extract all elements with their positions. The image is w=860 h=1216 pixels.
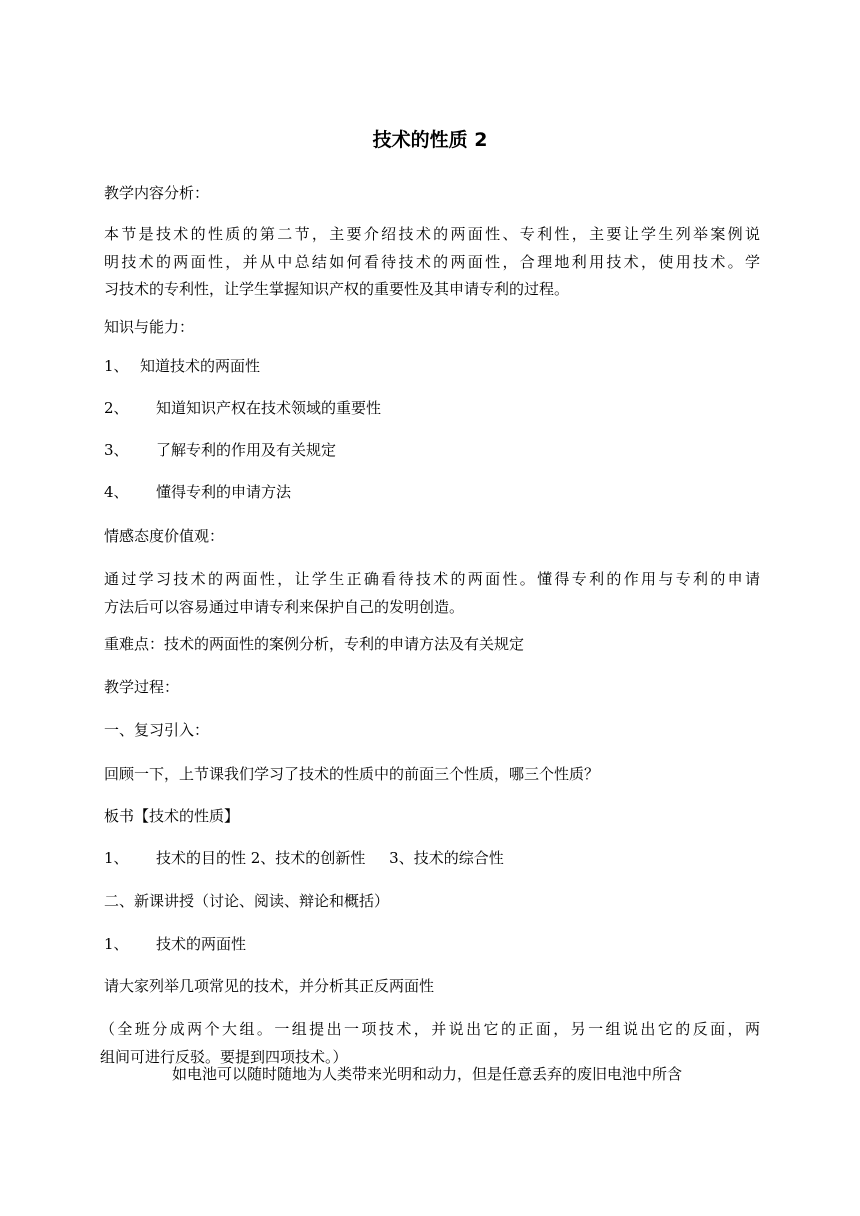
knowledge-item-number: 2、 (104, 399, 129, 417)
review-text: 回顾一下，上节课我们学习了技术的性质中的前面三个性质，哪三个性质？ (104, 765, 600, 783)
activity-line: （全班分成两个大组。一组提出一项技术，并说出它的正面，另一组说出它的反面，两 (100, 1020, 760, 1038)
knowledge-item-text: 知道知识产权在技术领域的重要性 (156, 399, 382, 417)
emotion-paragraph (104, 566, 760, 621)
knowledge-item (104, 437, 760, 464)
prompt-text: 请大家列举几项常见的技术，并分析其正反两面性 (104, 977, 435, 995)
intro-line: 习技术的专利性，让学生掌握知识产权的重要性及其申请专利的过程。 (104, 280, 570, 298)
knowledge-item-text: 懂得专利的申请方法 (156, 483, 292, 501)
sub-item-text: 技术的两面性 (156, 935, 247, 953)
properties-line-number: 1、 (104, 849, 129, 867)
activity-line: 组间可进行反驳。要提到四项技术。） (100, 1047, 348, 1066)
teaching-content-heading: 教学内容分析： (104, 184, 210, 202)
properties-line (104, 845, 760, 872)
properties-line-text: 技术的目的性 2、技术的创新性 3、技术的综合性 (156, 849, 504, 867)
knowledge-item (104, 479, 760, 506)
knowledge-item (104, 353, 760, 380)
intro-line: 明技术的两面性，并从中总结如何看待技术的两面性，合理地利用技术，使用技术。学 (104, 252, 760, 271)
intro-paragraph (104, 221, 760, 304)
document-title: 技术的性质 2 (372, 129, 488, 151)
knowledge-heading: 知识与能力： (104, 318, 195, 336)
emotion-heading: 情感态度价值观： (104, 527, 225, 545)
board-text: 板书【技术的性质】 (104, 807, 240, 825)
knowledge-item-text: 了解专利的作用及有关规定 (156, 441, 337, 459)
knowledge-item-number: 1、 (104, 357, 129, 375)
review-heading: 一、复习引入： (104, 721, 210, 739)
sub-item-number: 1、 (104, 935, 129, 953)
sub-item (104, 931, 760, 958)
knowledge-item-number: 4、 (104, 483, 129, 501)
process-heading: 教学过程： (104, 678, 180, 696)
knowledge-item (104, 395, 760, 422)
key-points: 重难点：技术的两面性的案例分析，专利的申请方法及有关规定 (104, 635, 525, 653)
intro-line: 本节是技术的性质的第二节，主要介绍技术的两面性、专利性，主要让学生列举案例说 (104, 225, 760, 243)
emotion-line: 方法后可以容易通过申请专利来保护自己的发明创造。 (104, 597, 465, 616)
emotion-line: 通过学习技术的两面性，让学生正确看待技术的两面性。懂得专利的作用与专利的申请 (104, 570, 760, 588)
knowledge-item-text: 知道技术的两面性 (140, 357, 261, 375)
example-text: 如电池可以随时随地为人类带来光明和动力，但是任意丢弃的废旧电池中所含 (172, 1065, 683, 1083)
new-lesson-heading: 二、新课讲授（讨论、阅读、辩论和概括） (104, 892, 390, 910)
knowledge-item-number: 3、 (104, 441, 129, 459)
